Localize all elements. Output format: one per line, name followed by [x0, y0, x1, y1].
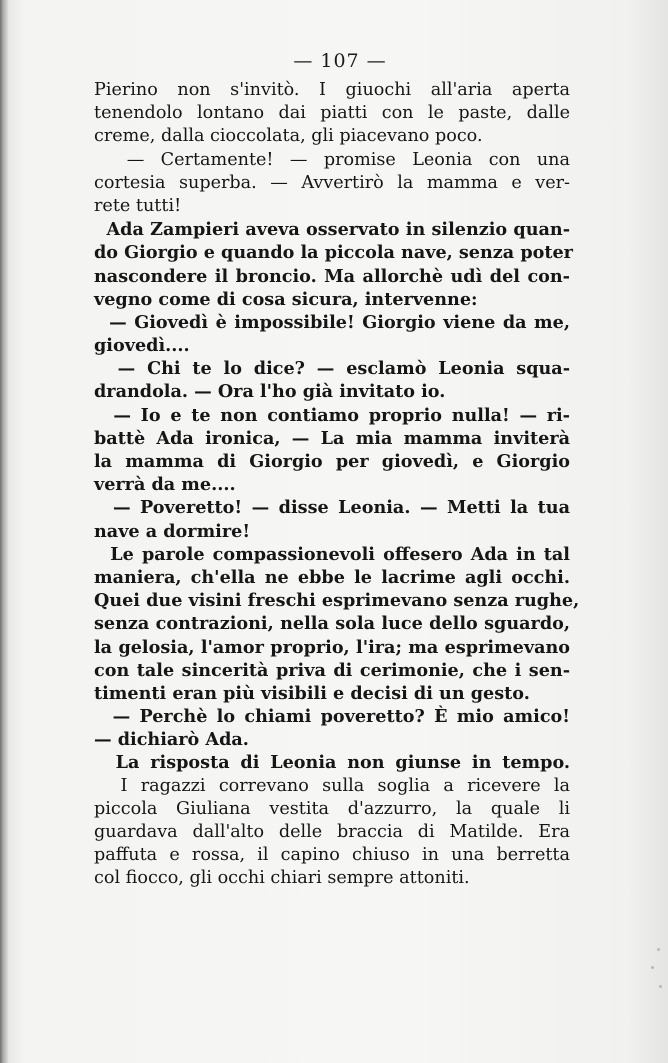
- text-line: timenti eran più visibili e decisi di un gesto.: [94, 682, 530, 704]
- text-line: Quei due visini freschi esprimevano senza rughe,: [94, 590, 580, 612]
- body-text: [94, 79, 580, 891]
- text-line: — Poveretto! — disse Leonia. — Metti la tua: [94, 497, 570, 519]
- text-line: con tale sincerità priva di cerimonie, che i sen-: [94, 659, 570, 681]
- text-line: battè Ada ironica, — La mia mamma inviterà: [94, 427, 570, 449]
- text-line: — dichiarò Ada.: [94, 729, 249, 751]
- text-line: cortesia superba. — Avvertirò la mamma e ver-: [94, 172, 570, 193]
- text-line: nave a dormire!: [94, 520, 251, 542]
- text-line: Pierino non s'invitò. I giuochi all'aria aperta: [94, 80, 570, 100]
- text-line: nascondere il broncio. Ma allorchè udì del con-: [94, 265, 570, 287]
- text-line: — Chi te lo dice? — esclamò Leonia squa-: [94, 358, 570, 380]
- text-line: drandola. — Ora l'ho già invitato io.: [94, 381, 446, 403]
- text-line: Ada Zampieri aveva osservato in silenzio quan-: [94, 219, 570, 241]
- text-line: — Perchè lo chiami poveretto? È mio amico!: [94, 706, 570, 728]
- text-line: — Io e te non contiamo proprio nulla! — ri-: [94, 404, 570, 426]
- paper-speck: [651, 966, 654, 969]
- text-line: maniera, ch'ella ne ebbe le lacrime agli occhi.: [94, 566, 570, 588]
- text-line: verrà da me....: [94, 474, 236, 496]
- text-line: col fiocco, gli occhi chiari sempre attoniti.: [94, 868, 470, 889]
- text-line: La risposta di Leonia non giunse in tempo.: [94, 752, 570, 774]
- text-line: la mamma di Giorgio per giovedì, e Giorgio: [94, 451, 570, 472]
- text-line: la gelosia, l'amor proprio, l'ira; ma esprimevano: [94, 636, 570, 658]
- text-line: senza contrazioni, nella sola luce dello sguardo,: [94, 613, 570, 635]
- paper-speck: [657, 948, 660, 951]
- text-line: rete tutti!: [94, 195, 182, 216]
- paper-speck: [659, 985, 662, 988]
- text-line: guardava dall'alto delle braccia di Matilde. Era: [94, 822, 570, 842]
- text-line: — Giovedì è impossibile! Giorgio viene da me,: [94, 311, 570, 333]
- page-number: — 107 —: [293, 50, 387, 72]
- text-line: piccola Giuliana vestita d'azzurro, la quale li: [94, 798, 570, 819]
- text-line: I ragazzi correvano sulla soglia a ricevere la: [94, 775, 570, 796]
- text-line: tenendolo lontano dai piatti con le paste, dalle: [94, 103, 570, 124]
- text-line: paffuta e rossa, il capino chiuso in una berretta: [94, 845, 570, 866]
- text-line: — Certamente! — promise Leonia con una: [94, 149, 570, 170]
- text-line: vegno come di cosa sicura, intervenne:: [94, 288, 478, 310]
- text-line: creme, dalla cioccolata, gli piacevano poco.: [94, 126, 483, 147]
- text-line: do Giorgio e quando la piccola nave, senza poter: [94, 242, 573, 264]
- text-line: giovedì....: [94, 335, 190, 357]
- text-line: Le parole compassionevoli offesero Ada in tal: [94, 543, 570, 565]
